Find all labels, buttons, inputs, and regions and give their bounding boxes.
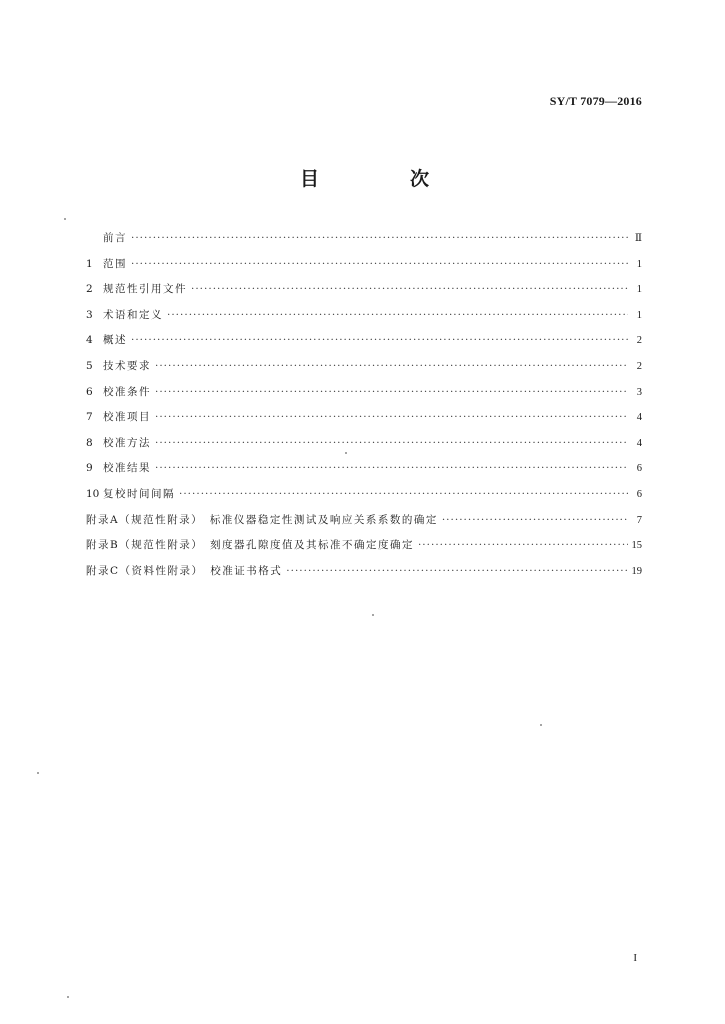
toc-entry-terms-definitions[interactable] bbox=[86, 303, 642, 329]
page-folio: I bbox=[633, 952, 637, 964]
toc-entry-page: 6 bbox=[636, 463, 642, 475]
scan-speck bbox=[345, 452, 347, 454]
toc-dot-leader bbox=[442, 508, 628, 534]
toc-entry-page: 6 bbox=[636, 488, 642, 500]
toc-dot-leader bbox=[155, 431, 628, 457]
toc-entry-label: 校准项目 bbox=[103, 411, 151, 424]
toc-entry-label: 规范性引用文件 bbox=[103, 283, 187, 296]
toc-entry-number: 10 bbox=[86, 487, 100, 500]
toc-dot-leader bbox=[155, 456, 628, 482]
toc-dot-leader bbox=[167, 303, 628, 329]
toc-entry-label: 前言 bbox=[103, 232, 127, 244]
toc-entry-label: 校准条件 bbox=[103, 385, 151, 398]
toc-dot-leader bbox=[418, 533, 628, 559]
toc-entry-page: 2 bbox=[636, 360, 642, 372]
toc-entry-label: 技术要求 bbox=[103, 359, 151, 372]
toc-entry-normative-references[interactable] bbox=[86, 277, 642, 303]
toc-dot-leader bbox=[131, 252, 628, 278]
toc-entry-recalibration-interval[interactable] bbox=[86, 482, 642, 508]
toc-entry-label: 校准方法 bbox=[103, 436, 151, 449]
toc-entry-page: 15 bbox=[631, 540, 642, 552]
toc-entry-number: 8 bbox=[86, 436, 93, 449]
toc-dot-leader bbox=[191, 277, 628, 303]
standard-number: SY/T 7079—2016 bbox=[549, 94, 642, 108]
toc-entry-calibration-methods[interactable] bbox=[86, 431, 642, 457]
toc-entry-page: 19 bbox=[631, 565, 642, 577]
toc-entry-number: 4 bbox=[86, 334, 93, 347]
toc-title: 目 次 bbox=[299, 168, 465, 190]
toc-entry-number: 9 bbox=[86, 462, 93, 475]
toc-entry-label: 复校时间间隔 bbox=[103, 487, 175, 500]
toc-entry-label: 附录B（规范性附录） 刻度器孔隙度值及其标准不确定度确定 bbox=[86, 539, 414, 552]
toc-entry-label: 范围 bbox=[103, 257, 127, 270]
toc-entry-label: 概述 bbox=[103, 334, 127, 347]
scan-speck bbox=[64, 218, 66, 220]
toc-dot-leader bbox=[131, 226, 628, 252]
toc-entry-number: 6 bbox=[86, 385, 93, 398]
toc-entry-page: 3 bbox=[636, 386, 642, 398]
toc-entry-page: 4 bbox=[636, 412, 642, 424]
toc-entry-technical-requirements[interactable] bbox=[86, 354, 642, 380]
toc-entry-number: 3 bbox=[86, 308, 93, 321]
toc-entry-scope[interactable] bbox=[86, 252, 642, 278]
scan-speck bbox=[67, 996, 69, 998]
toc-entry-overview[interactable] bbox=[86, 328, 642, 354]
table-of-contents bbox=[86, 226, 642, 584]
toc-dot-leader bbox=[179, 482, 628, 508]
toc-entry-calibration-results[interactable] bbox=[86, 456, 642, 482]
toc-entry-number: 1 bbox=[86, 257, 93, 270]
toc-entry-label: 校准结果 bbox=[103, 462, 151, 475]
toc-dot-leader bbox=[155, 354, 628, 380]
toc-entry-number: 5 bbox=[86, 359, 93, 372]
toc-dot-leader bbox=[286, 559, 627, 585]
toc-entry-label: 附录C（资料性附录） 校准证书格式 bbox=[86, 564, 283, 577]
toc-entry-page: Ⅱ bbox=[634, 233, 642, 244]
toc-dot-leader bbox=[155, 380, 628, 406]
toc-entry-calibration-items[interactable] bbox=[86, 405, 642, 431]
toc-entry-calibration-conditions[interactable] bbox=[86, 380, 642, 406]
toc-entry-number: 2 bbox=[86, 283, 93, 296]
toc-entry-page: 7 bbox=[636, 514, 642, 526]
toc-entry-appendix-c[interactable] bbox=[86, 559, 642, 585]
toc-entry-page: 1 bbox=[636, 284, 642, 296]
toc-entry-foreword[interactable] bbox=[86, 226, 642, 252]
toc-entry-label: 术语和定义 bbox=[103, 308, 163, 321]
toc-entry-appendix-b[interactable] bbox=[86, 533, 642, 559]
toc-entry-page: 1 bbox=[636, 258, 642, 270]
toc-entry-number: 7 bbox=[86, 411, 93, 424]
toc-dot-leader bbox=[155, 405, 628, 431]
toc-entry-page: 1 bbox=[636, 309, 642, 321]
toc-dot-leader bbox=[131, 328, 628, 354]
toc-entry-page: 4 bbox=[636, 437, 642, 449]
scan-speck bbox=[540, 724, 542, 726]
toc-entry-label: 附录A（规范性附录） 标准仪器稳定性测试及响应关系系数的确定 bbox=[86, 513, 438, 526]
toc-entry-page: 2 bbox=[636, 335, 642, 347]
toc-entry-appendix-a[interactable] bbox=[86, 508, 642, 534]
scan-speck bbox=[37, 772, 39, 774]
scan-speck bbox=[372, 614, 374, 616]
